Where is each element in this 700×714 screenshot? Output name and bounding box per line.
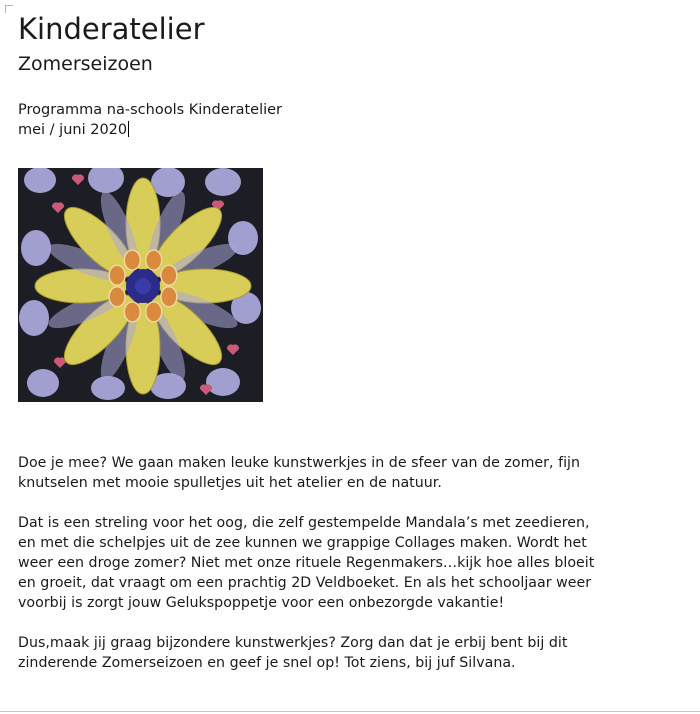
paragraph-3 xyxy=(18,633,690,673)
mandala-center-inner xyxy=(135,278,151,294)
lavender-petal xyxy=(21,230,51,266)
text-cursor xyxy=(128,121,129,137)
lavender-petal xyxy=(205,168,241,196)
paragraph-line: weer een droge zomer? Niet met onze rituele Regenmakers…kijk hoe alles bloeit xyxy=(18,555,595,571)
paragraph-line: Dus,maak jij graag bijzondere kunstwerkjes? Zorg dan dat je erbij bent bij dit xyxy=(18,635,568,651)
orange-ring-petal xyxy=(146,302,162,322)
paragraph-line: en groeit, dat vraagt om een prachtig 2D Veldboeket. En als het schooljaar weer xyxy=(18,575,592,591)
page-bottom-edge xyxy=(0,711,700,712)
mandala-illustration xyxy=(18,168,263,402)
paragraph-line: zinderende Zomerseizoen en geef je snel op! Tot ziens, bij juf Silvana. xyxy=(18,655,516,671)
lavender-petal xyxy=(206,368,240,396)
orange-ring-petal xyxy=(124,302,140,322)
intro-line-program: Programma na-schools Kinderatelier xyxy=(18,102,283,118)
lavender-petal xyxy=(19,300,49,336)
body-text xyxy=(18,453,690,693)
intro-block xyxy=(18,100,282,140)
document-title: Kinderatelier xyxy=(18,12,205,46)
orange-ring-petal xyxy=(109,265,125,285)
flower-mandala-photo[interactable] xyxy=(18,168,263,402)
paragraph-line: Dat is een streling voor het oog, die zelf gestempelde Mandala’s met zeedieren, xyxy=(18,515,590,531)
orange-ring-petal xyxy=(109,287,125,307)
orange-ring-petal xyxy=(146,250,162,270)
paragraph-line: knutselen met mooie spulletjes uit het atelier en de natuur. xyxy=(18,475,442,491)
paragraph-line: en met die schelpjes uit de zee kunnen we grappige Collages maken. Wordt het xyxy=(18,535,587,551)
paragraph-line: Doe je mee? We gaan maken leuke kunstwerkjes in de sfeer van de zomer, fijn xyxy=(18,455,581,471)
orange-ring-petal xyxy=(161,265,177,285)
intro-line-date: mei / juni 2020 xyxy=(18,122,128,138)
paragraph-1 xyxy=(18,453,690,493)
orange-ring-petal xyxy=(161,287,177,307)
paragraph-line: voorbij is zorgt jouw Gelukspoppetje voor een onbezorgde vakantie! xyxy=(18,595,505,611)
document-subtitle: Zomerseizoen xyxy=(18,53,153,75)
page-corner-mark xyxy=(5,5,13,13)
lavender-petal xyxy=(27,369,59,397)
paragraph-2 xyxy=(18,513,690,613)
orange-ring-petal xyxy=(124,250,140,270)
lavender-petal xyxy=(24,168,56,193)
